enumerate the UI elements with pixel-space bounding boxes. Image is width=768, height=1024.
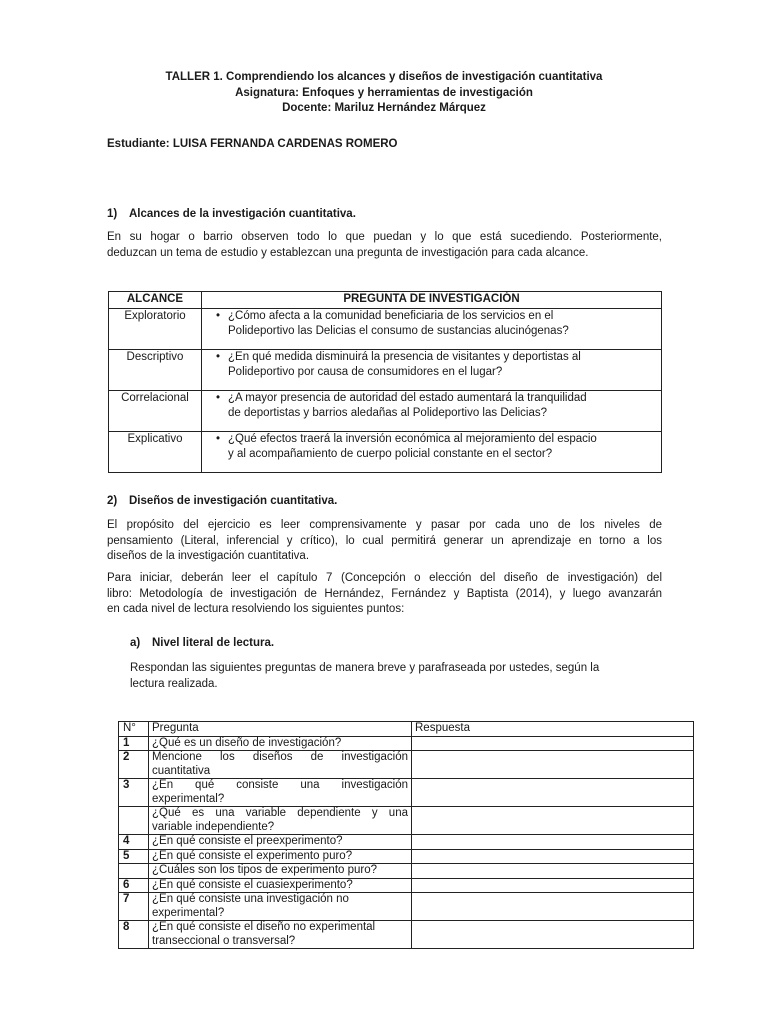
question-cell — [149, 751, 412, 779]
bullet-icon: • — [215, 350, 221, 363]
row-number: 8 — [119, 921, 149, 949]
row-number: 3 — [119, 779, 149, 807]
question-line: ¿En qué consiste el cuasiexperimento? — [152, 878, 353, 891]
subsection-a-instructions — [130, 660, 670, 692]
table-row — [109, 390, 662, 431]
question-line: ¿Qué es una variable dependiente y una — [152, 807, 408, 819]
answer-cell[interactable] — [412, 893, 694, 921]
bullet-icon: • — [215, 432, 221, 445]
section2-title: Diseños de investigación cuantitativa. — [129, 495, 338, 507]
question-cell — [202, 308, 662, 349]
question-line: de deportistas y barrios aledañas al Polideportivo las Delicias? — [228, 407, 547, 419]
question-cell — [202, 390, 662, 431]
answer-cell[interactable] — [412, 751, 694, 779]
answer-cell[interactable] — [412, 849, 694, 864]
section1-paragraph-line: En su hogar o barrio observen todo lo que puedan y lo que está sucediendo. Posteriormente, — [107, 231, 662, 243]
student-name: LUISA FERNANDA CARDENAS ROMERO — [172, 138, 398, 150]
question-line: variable independiente? — [152, 820, 275, 833]
row-number: 5 — [119, 849, 149, 864]
section2-number: 2) — [107, 495, 118, 507]
table-row — [119, 849, 694, 864]
instruction-line: lectura realizada. — [130, 678, 218, 690]
question-cell — [202, 431, 662, 472]
header-title: TALLER 1. Comprendiendo los alcances y diseños de investigación cuantitativa — [165, 71, 603, 83]
table-row — [109, 308, 662, 349]
section2-paragraph-1 — [107, 518, 662, 565]
question-line: ¿Cómo afecta a la comunidad beneficiaria de los servicios en el — [228, 309, 554, 322]
section1-paragraph — [107, 230, 662, 261]
answer-cell[interactable] — [412, 878, 694, 893]
row-number — [119, 807, 149, 835]
question-cell — [149, 835, 412, 850]
subsection-a-letter: a) — [130, 637, 141, 649]
question-line: Polideportivo las Delicias el consumo de sustancias alucinógenas? — [228, 325, 569, 337]
table-row — [119, 878, 694, 893]
question-line: ¿Qué es un diseño de investigación? — [152, 736, 342, 749]
alcances-table — [108, 291, 662, 473]
subsection-a-heading — [130, 637, 274, 649]
column-header: N° — [119, 722, 149, 737]
section2-heading — [107, 495, 337, 507]
question-cell — [149, 921, 412, 949]
question-cell — [202, 349, 662, 390]
table-row — [119, 864, 694, 879]
header-teacher: Docente: Mariluz Hernández Márquez — [282, 102, 486, 114]
answer-cell[interactable] — [412, 779, 694, 807]
answer-cell[interactable] — [412, 921, 694, 949]
subsection-a-title: Nivel literal de lectura. — [152, 637, 275, 649]
bullet-icon: • — [215, 309, 221, 322]
column-header: ALCANCE — [109, 292, 202, 309]
section1-number: 1) — [107, 208, 118, 220]
table-row — [119, 893, 694, 921]
row-number: 2 — [119, 751, 149, 779]
table-row — [109, 431, 662, 472]
paragraph-line: libro: Metodología de investigación de Hernández, Fernández y Baptista (2014), y luego avanzarán — [107, 587, 662, 600]
document-header — [0, 70, 768, 117]
question-cell — [149, 779, 412, 807]
row-number: 4 — [119, 835, 149, 850]
question-line: ¿En qué medida disminuirá la presencia de visitantes y deportistas al — [228, 350, 581, 363]
instruction-line: Respondan las siguientes preguntas de manera breve y parafraseada por ustedes, según la — [130, 662, 600, 674]
column-header: Pregunta — [149, 722, 412, 737]
question-line: Polideportivo por causa de consumidores en el lugar? — [228, 366, 503, 378]
answer-cell[interactable] — [412, 736, 694, 751]
student-line — [107, 138, 398, 150]
section1-paragraph-line: deduzcan un tema de estudio y establezcan una pregunta de investigación para cada alcance. — [107, 246, 589, 259]
answer-cell[interactable] — [412, 864, 694, 879]
question-line: ¿En qué consiste una investigación no — [152, 893, 349, 905]
row-number — [119, 864, 149, 879]
paragraph-line: en cada nivel de lectura resolviendo los siguientes puntos: — [107, 603, 405, 615]
question-cell — [149, 736, 412, 751]
table-row — [119, 807, 694, 835]
answer-cell[interactable] — [412, 807, 694, 835]
question-line: ¿En qué consiste el preexperimento? — [152, 835, 343, 847]
table-row — [109, 349, 662, 390]
question-line: transeccional o transversal? — [152, 934, 296, 947]
question-cell — [149, 878, 412, 893]
question-cell — [149, 807, 412, 835]
paragraph-line: El propósito del ejercicio es leer comprensivamente y pasar por cada uno de los niveles de — [107, 519, 662, 531]
row-number: 1 — [119, 736, 149, 751]
question-line: Mencione los diseños de investigación — [152, 751, 408, 763]
question-line: ¿En qué consiste el diseño no experimental — [152, 921, 376, 933]
question-line: ¿A mayor presencia de autoridad del estado aumentará la tranquilidad — [228, 391, 587, 404]
question-line: ¿En qué consiste una investigación — [152, 779, 408, 791]
question-line: ¿Cuáles son los tipos de experimento puro? — [152, 864, 378, 876]
question-cell — [149, 849, 412, 864]
row-number: 6 — [119, 878, 149, 893]
question-cell — [149, 864, 412, 879]
bullet-icon: • — [215, 391, 221, 404]
table-row — [119, 835, 694, 850]
table-header-row — [109, 292, 662, 309]
section2-paragraph-2 — [107, 571, 662, 618]
paragraph-line: diseños de la investigación cuantitativa. — [107, 550, 310, 562]
table-row — [119, 736, 694, 751]
table-row — [119, 779, 694, 807]
alcance-cell: Correlacional — [109, 390, 202, 431]
questions-table — [118, 721, 694, 949]
section1-heading — [107, 208, 356, 220]
alcance-cell: Explicativo — [109, 431, 202, 472]
header-subject: Asignatura: Enfoques y herramientas de investigación — [235, 86, 533, 99]
row-number: 7 — [119, 893, 149, 921]
question-line: ¿En qué consiste el experimento puro? — [152, 849, 353, 862]
question-cell — [149, 893, 412, 921]
paragraph-line: pensamiento (Literal, inferencial y crítico), lo cual permitirá generar un aprendizaje en torno a los — [107, 534, 662, 547]
question-line: ¿Qué efectos traerá la inversión económica al mejoramiento del espacio — [228, 432, 597, 445]
table-row — [119, 921, 694, 949]
paragraph-line: Para iniciar, deberán leer el capítulo 7 (Concepción o elección del diseño de investigación) del — [107, 572, 662, 584]
section1-title: Alcances de la investigación cuantitativa. — [129, 208, 356, 220]
column-header: Respuesta — [412, 722, 694, 737]
column-header: PREGUNTA DE INVESTIGACIÓN — [202, 292, 662, 309]
student-label: Estudiante: — [107, 138, 170, 150]
alcance-cell: Descriptivo — [109, 349, 202, 390]
question-line: cuantitativa — [152, 764, 211, 777]
question-line: experimental? — [152, 906, 225, 919]
question-line: y al acompañamiento de cuerpo policial constante en el sector? — [228, 448, 553, 460]
table-row — [119, 751, 694, 779]
answer-cell[interactable] — [412, 835, 694, 850]
question-line: experimental? — [152, 792, 225, 805]
table-header-row — [119, 722, 694, 737]
alcance-cell: Exploratorio — [109, 308, 202, 349]
